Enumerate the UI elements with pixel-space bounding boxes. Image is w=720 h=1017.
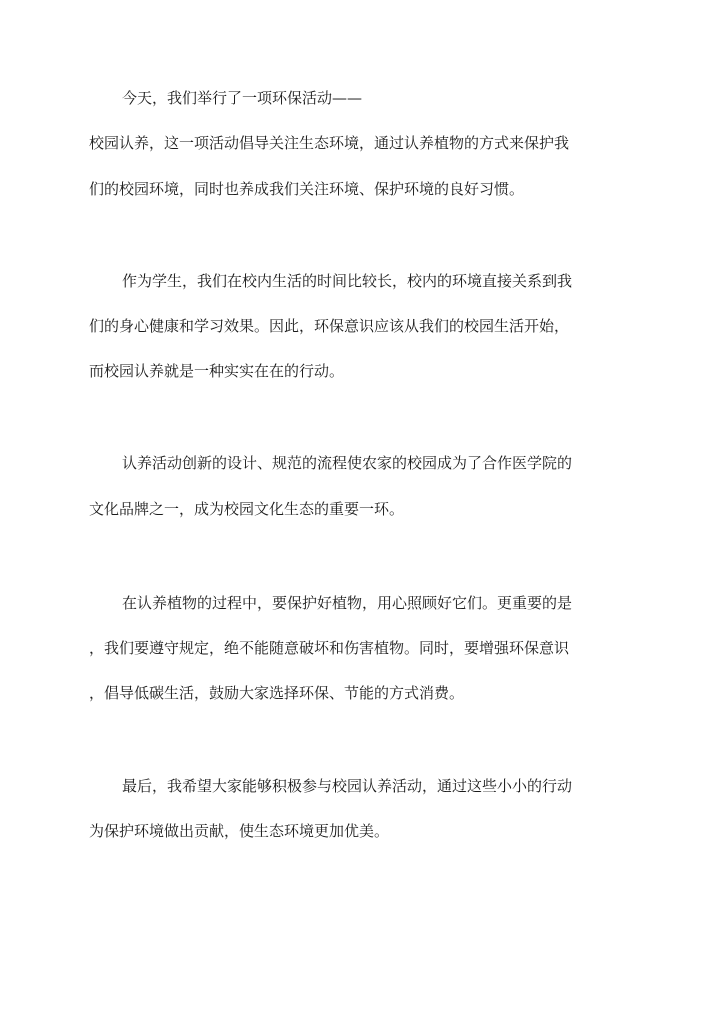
paragraph-4-line-1: 在认养植物的过程中，要保护好植物，用心照顾好它们。更重要的是: [122, 594, 573, 612]
paragraph-2-line-2: 们的身心健康和学习效果。因此，环保意识应该从我们的校园生活开始，: [89, 317, 570, 335]
paragraph-2-line-3: 而校园认养就是一种实实在在的行动。: [89, 362, 345, 380]
paragraph-2-line-1: 作为学生，我们在校内生活的时间比较长，校内的环境直接关系到我: [122, 272, 573, 290]
paragraph-1-line-1: 今天，我们举行了一项环保活动——: [122, 89, 363, 107]
paragraph-3-line-1: 认养活动创新的设计、规范的流程使农家的校园成为了合作医学院的: [122, 454, 573, 472]
paragraph-5-line-2: 为保护环境做出贡献，使生态环境更加优美。: [89, 822, 390, 840]
paragraph-1-line-3: 们的校园环境，同时也养成我们关注环境、保护环境的良好习惯。: [89, 180, 525, 198]
paragraph-3-line-2: 文化品牌之一，成为校园文化生态的重要一环。: [89, 500, 405, 518]
paragraph-1-line-2: 校园认养，这一项活动倡导关注生态环境，通过认养植物的方式来保护我: [89, 134, 570, 152]
paragraph-5-line-1: 最后，我希望大家能够积极参与校园认养活动，通过这些小小的行动: [122, 777, 573, 795]
paragraph-4-line-2: ，我们要遵守规定，绝不能随意破坏和伤害植物。同时，要增强环保意识: [89, 639, 570, 657]
paragraph-4-line-3: ，倡导低碳生活，鼓励大家选择环保、节能的方式消费。: [89, 684, 465, 702]
